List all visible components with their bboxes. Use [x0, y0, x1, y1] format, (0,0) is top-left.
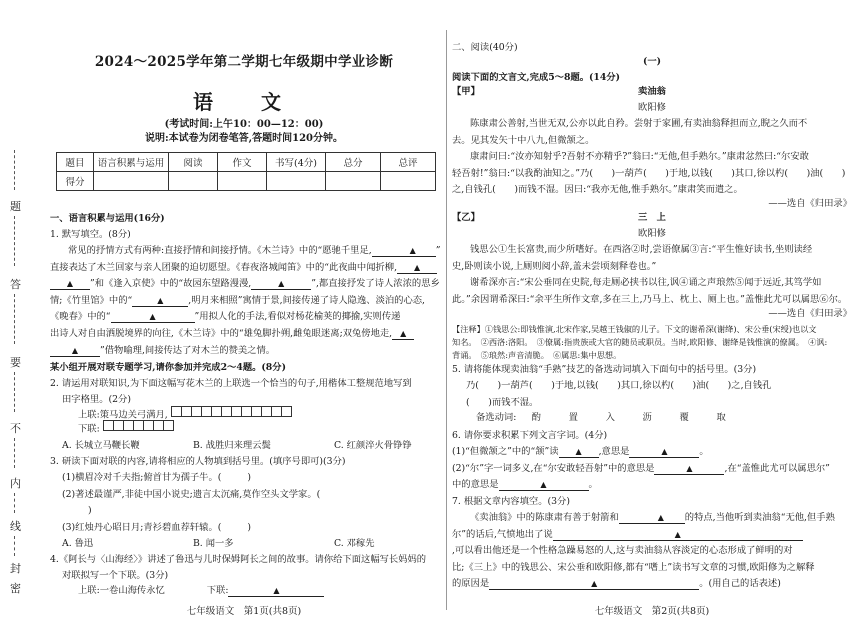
score-header-cell: 题目	[57, 153, 94, 172]
score-header-cell: 作文	[218, 153, 267, 172]
answer-marker: ▲	[661, 447, 668, 456]
answer-blank[interactable]	[50, 279, 90, 290]
gutter-char: 题	[10, 200, 21, 213]
jia-author: 欧阳修	[638, 102, 666, 113]
answer-blank[interactable]	[251, 279, 311, 290]
answer-marker: ▲	[591, 579, 598, 589]
score-table	[56, 152, 436, 191]
answer-marker: ▲	[400, 328, 407, 338]
score-header-cell: 总分	[326, 153, 381, 172]
score-cell[interactable]	[326, 172, 381, 191]
answer-marker: ▲	[540, 480, 547, 490]
page-2	[452, 0, 852, 621]
answer-blank[interactable]	[619, 513, 685, 524]
answer-marker: ▲	[674, 529, 681, 539]
verb-option: 取	[716, 412, 726, 423]
gutter-dash	[14, 294, 16, 344]
passage-line: 轻吾射!”翁曰:“以我酌油知之。”乃( )一葫芦( )于地,以钱( )其口,徐以杓( )油( )	[452, 167, 846, 179]
q1-text: ”借物喻理,间接传达了对木兰的赞美之情。	[100, 344, 276, 356]
answer-blank[interactable]	[228, 586, 324, 597]
q1-text: 常见的抒情方式有两种:直接抒情和间接抒情。《木兰诗》中的“愿驰千里足,	[68, 245, 372, 256]
q1-text: 出诗人对自由洒脱境界的向往,《木兰诗》中的“雄兔脚扑朔,雌兔眼迷离;双兔傍地走,	[50, 327, 393, 339]
gutter-char: 密	[10, 582, 21, 595]
q3-item: (2)著述最谨严,非徒中国小说史;遗言太沉痛,莫作空头文学家。	[62, 488, 317, 500]
q3-option-b: B. 闻一多	[192, 538, 234, 549]
q1-text: ”用拟人化的手法,看似对杨花榆荚的揶揄,实则传递	[194, 311, 401, 323]
answer-blank[interactable]	[629, 447, 699, 458]
answer-marker: ▲	[273, 586, 280, 595]
gutter-char: 要	[10, 356, 21, 369]
passage-line: 陈康肃公善射,当世无双,公亦以此自矜。尝射于家圃,有卖油翁释担而立,睨之久而不	[470, 118, 808, 129]
passage-line: 谢希深亦言:“宋公垂同在史院,每走厕必挟书以往,讽④诵之声琅然⑤闻于远近,其笃学如	[470, 277, 822, 289]
annotation-line: 【注释】①钱思公:即钱惟演,北宋作家,吴越王钱俶的儿子。下文的谢希深(谢绛)、宋公垂(宋绶)也以文	[452, 324, 817, 334]
score-header-cell: 语言积累与运用	[94, 153, 169, 172]
q7-text: 的原因是	[452, 578, 490, 590]
q7-text: 的特点,当他听到卖油翁“无他,但手熟	[684, 512, 835, 523]
answer-blank[interactable]	[654, 464, 724, 475]
q5-sentence-line[interactable]: 乃( )一葫芦( )于地,以钱( )其口,徐以杓( )油( )之,自钱孔	[466, 380, 772, 391]
footer-page-1: 七年级语文 第1页(共8页)	[186, 606, 302, 617]
q2-title-cont: 田字格里。(2分)	[62, 394, 131, 405]
score-header-cell: 阅读	[169, 153, 218, 172]
q5-verbs	[476, 410, 738, 427]
q7-text: 比;《三上》中的钱思公、宋公垂和欧阳修,都有“嗜上”读书写文章的习惯,欧阳修为之解释	[452, 561, 815, 573]
q3-option-c: C. 邓稼先	[333, 538, 375, 549]
q7-title: 7. 根据文章内容填空。(3分)	[452, 496, 570, 507]
gutter-dash	[14, 536, 16, 556]
page-divider	[446, 30, 447, 610]
jia-title: 卖油翁	[638, 86, 666, 97]
q1-text: ”和《逢入京使》中的“故园东望路漫漫,	[90, 278, 252, 290]
score-header-cell: 总评	[381, 153, 436, 172]
q6-text: ,在“盖惟此尤可以属思尔”	[724, 462, 830, 474]
q5-sentence	[466, 378, 852, 411]
q4-upper: 上联:一卷山海传永忆	[78, 585, 165, 596]
answer-marker: ▲	[66, 279, 74, 289]
q5-verbs-label: 备选动词:	[476, 412, 517, 423]
q6-text: (2)“尔”字一词多义,在“尔安敢轻吾射”中的意思是	[452, 462, 655, 474]
answer-blank[interactable]	[553, 530, 803, 541]
jia-source: ——选自《归田录》	[768, 198, 852, 209]
reading-intro: 阅读下面的文言文,完成5～8题。(14分)	[452, 72, 621, 83]
q6-text: 中的意思是	[452, 479, 499, 491]
verb-option: 覆	[679, 412, 689, 423]
jia-passage	[452, 116, 852, 199]
annotations	[452, 323, 852, 362]
gutter-dash	[14, 438, 16, 468]
answer-marker: ▲	[71, 345, 79, 355]
score-cell[interactable]	[169, 172, 218, 191]
answer-blank[interactable]	[559, 447, 599, 458]
gutter-char: 封	[10, 562, 21, 575]
q2-title: 2. 请运用对联知识,为下面这幅写花木兰的上联选一个恰当的句子,用楷体工整规范地写到	[50, 378, 412, 389]
q3-items: (1)横眉冷对千夫指;俯首甘为孺子牛。( ) (2)著述最谨严,非徒中国小说史;遗言太沉痛,莫作空头文学家。( ) (3)红烛丹心昭日月;青衫碧血荐轩辕。( )	[62, 472, 321, 533]
score-cell[interactable]	[218, 172, 267, 191]
q7-text: ,可以看出他还是一个性格急躁易怒的人,这与卖油翁从容淡定的心态形成了鲜明的对	[452, 545, 793, 557]
q6-body: (1)“但微颔之”中的“颔”读 ▲ ,意思是 ▲ 。 (2)“尔”字一词多义,在“尔安敢轻吾射”中的意思是 ▲ ,在“盖惟此尤可以属思尔” 中的意思是 ▲ 。	[452, 446, 830, 491]
score-row-label: 得分	[57, 172, 94, 191]
passage-line: 此。”余因谓希深曰:“余平生所作文章,多在三上,乃马上、枕上、厕上也。”盖惟此尤可以属思⑥尔。	[452, 293, 848, 305]
passage-line: 钱思公①生长富贵,而少所嗜好。在西洛②时,尝语僚属③言:“平生惟好读书,坐则读经	[470, 244, 813, 255]
footer-page-2: 七年级语文 第2页(共8页)	[594, 606, 710, 617]
q2-option-b[interactable]: B. 战胜归来理云鬓	[192, 440, 271, 451]
gutter-char: 答	[10, 278, 21, 291]
verb-option: 沥	[642, 412, 652, 423]
answer-blank[interactable]	[50, 346, 100, 357]
score-cell[interactable]	[267, 172, 326, 191]
answer-marker: ▲	[149, 312, 156, 322]
q2-options	[62, 438, 442, 455]
q3-item: (3)红烛丹心昭日月;青衫碧血荐轩辕。	[62, 521, 218, 533]
q7-text: 尔”的话后,气愤地出了说	[452, 528, 553, 540]
q2-lower	[78, 420, 173, 438]
q3-title: 3. 研读下面对联的内容,请将相应的人物填到括号里。(填序号即可)(3分)	[50, 456, 346, 467]
answer-marker: ▲	[575, 447, 582, 456]
q3-options	[62, 536, 442, 553]
gutter-char: 内	[10, 477, 21, 490]
exam-time: (考试时间:上午10：00—12：00)	[164, 119, 324, 130]
q7-text: 。(用自己的话表述)	[699, 578, 781, 590]
answer-marker: ▲	[657, 513, 664, 522]
gutter-dash	[14, 493, 16, 513]
tianzige-grid[interactable]	[103, 420, 173, 438]
q1-text: ,明月来相照”寓情于景,间接传递了诗人隐逸、淡泊的心态,	[188, 294, 426, 306]
q2-upper-label: 上联:策马边关弓满月,	[78, 409, 168, 421]
q4-title-cont: 对联拟写一个下联。(3分)	[62, 570, 169, 581]
gutter-char: 线	[10, 520, 21, 533]
answer-blank[interactable]	[132, 296, 188, 307]
yi-passage	[452, 242, 852, 308]
gutter-dash	[14, 216, 16, 266]
q2-option-a[interactable]: A. 长城立马鞭长鞭	[62, 440, 140, 451]
annotation-line: 知名。 ②西洛:洛阳。 ③僚属:指贵族或大官的随员或职员。当时,欧阳修、谢绛是钱惟演的僚属。 ④讽:	[452, 337, 828, 347]
q1-text: 《晚春》中的“	[50, 311, 111, 323]
q1-body: 常见的抒情方式有两种:直接抒情和间接抒情。《木兰诗》中的“愿驰千里足, ▲ ” 直接表达了木兰回家与亲人团聚的迫切愿望。《春夜洛城闻笛》中的“此夜曲中闻折柳, ▲ ▲ ”和《逢入京使》中的“故园东望路漫漫, ▲ ”,都直接抒发了诗人浓浓的思乡 情;《竹里馆》中的“ ▲ ,明月来相照”寓情于景,间接传递了诗人隐逸、淡泊的心态, 《晚春》中的“ ▲ ”用拟人化的手法,看似对杨花榆荚的揶揄,实则传递 出诗人对自由洒脱境界的向往,《木兰诗》中的“雄兔脚扑朔,雌兔眼迷离;双兔傍地走, ▲ ▲ ”借物喻理,间接传达了对木兰的赞美之情。	[50, 245, 441, 356]
gutter-char: 不	[10, 422, 21, 435]
q6-text: (1)“但微颔之”中的“颔”读	[452, 446, 559, 457]
q3-item: (1)横眉冷对千夫指;俯首甘为孺子牛。	[62, 472, 218, 483]
exam-title: 2024～2025学年第二学期七年级期中学业诊断	[94, 54, 394, 70]
passage-line: 史,卧则读小说,上厕则阅小辞,盖未尝顷刻释卷也。”	[452, 260, 657, 272]
q4-title: 4.《阿长与〈山海经〉》讲述了鲁迅与儿时保姆阿长之间的故事。请你给下面这幅写长妈妈的	[50, 554, 427, 565]
yi-tag: 【乙】	[452, 212, 480, 223]
q4-couplet	[78, 583, 324, 600]
q2-lower-label: 下联:	[78, 423, 100, 435]
gutter-dash	[14, 150, 16, 190]
page-1	[46, 0, 442, 621]
gutter-dash	[14, 372, 16, 412]
answer-blank[interactable]	[397, 263, 437, 274]
q6-title: 6. 请你要求积累下列文言字词。(4分)	[452, 430, 608, 441]
q2-option-c[interactable]: C. 红颜淬火骨铮铮	[333, 440, 412, 451]
q6-text: ,意思是	[598, 446, 630, 457]
score-table-row	[57, 172, 436, 191]
answer-marker: ▲	[157, 295, 164, 305]
answer-blank[interactable]	[111, 312, 195, 323]
q5-sentence-line[interactable]: ( )而钱不湿。	[466, 396, 539, 408]
passage-line: 之,自钱孔( )而钱不湿。因曰:“我亦无他,惟手熟尔。”康肃笑而遣之。	[452, 184, 743, 196]
answer-marker: ▲	[413, 262, 421, 272]
q1-text: 情;《竹里馆》中的“	[50, 294, 133, 306]
verb-option: 置	[568, 412, 578, 423]
answer-blank[interactable]	[499, 480, 589, 491]
section1-heading: 一、语言积累与运用(16分)	[50, 213, 165, 224]
tianzige-grid[interactable]	[171, 406, 291, 424]
binding-gutter	[0, 0, 44, 621]
q1-text: 直接表达了木兰回家与亲人团聚的迫切愿望。《春夜洛城闻笛》中的“此夜曲中闻折柳,	[50, 261, 398, 273]
q3-option-a: A. 鲁迅	[62, 538, 94, 549]
subject-title: 语 文	[193, 90, 295, 114]
score-cell[interactable]	[94, 172, 169, 191]
q7-body	[452, 510, 852, 593]
passage-line: 康肃问曰:“汝亦知射乎?吾射不亦精乎?”翁曰:“无他,但手熟尔。”康肃忿然曰:“尔安敢	[470, 151, 809, 163]
answer-marker: ▲	[686, 463, 693, 473]
annotation-line: 背诵。 ⑤琅然:声音清脆。 ⑥属思:集中思想。	[452, 350, 622, 360]
answer-marker: ▲	[409, 246, 416, 255]
score-table-header	[57, 153, 436, 172]
q4-lower-label: 下联:	[206, 585, 229, 596]
q5-title: 5. 请将能体现卖油翁“手熟”技艺的备选动词填入下面句中的括号里。(3分)	[452, 364, 757, 375]
q1-text: ”,都直接抒发了诗人浓浓的思乡	[311, 278, 440, 290]
verb-option: 酌	[531, 412, 541, 423]
score-cell[interactable]	[381, 172, 436, 191]
yi-source: ——选自《归田录》	[768, 308, 852, 319]
passage-line: 去。见其发矢十中八九,但微颔之。	[452, 134, 595, 146]
answer-blank[interactable]	[392, 329, 414, 340]
yi-title: 三 上	[638, 212, 666, 223]
part-label: (一)	[642, 56, 662, 67]
answer-marker: ▲	[278, 279, 285, 289]
q7-text: 《卖油翁》中的陈康肃有善于射箭和	[470, 512, 619, 523]
jia-tag: 【甲】	[452, 86, 480, 97]
section2-heading: 二、阅读(40分)	[452, 42, 518, 53]
exam-note: 说明:本试卷为闭卷笔答,答题时间120分钟。	[144, 133, 344, 144]
answer-blank[interactable]	[489, 579, 699, 590]
q1-title: 1. 默写填空。(8分)	[50, 229, 131, 240]
score-header-cell: 书写(4分)	[267, 153, 326, 172]
yi-author: 欧阳修	[638, 228, 666, 239]
group-intro: 某小组开展对联专题学习,请你参加并完成2～4题。(8分)	[50, 362, 286, 373]
verb-option: 入	[605, 412, 615, 423]
answer-blank[interactable]	[372, 246, 436, 257]
